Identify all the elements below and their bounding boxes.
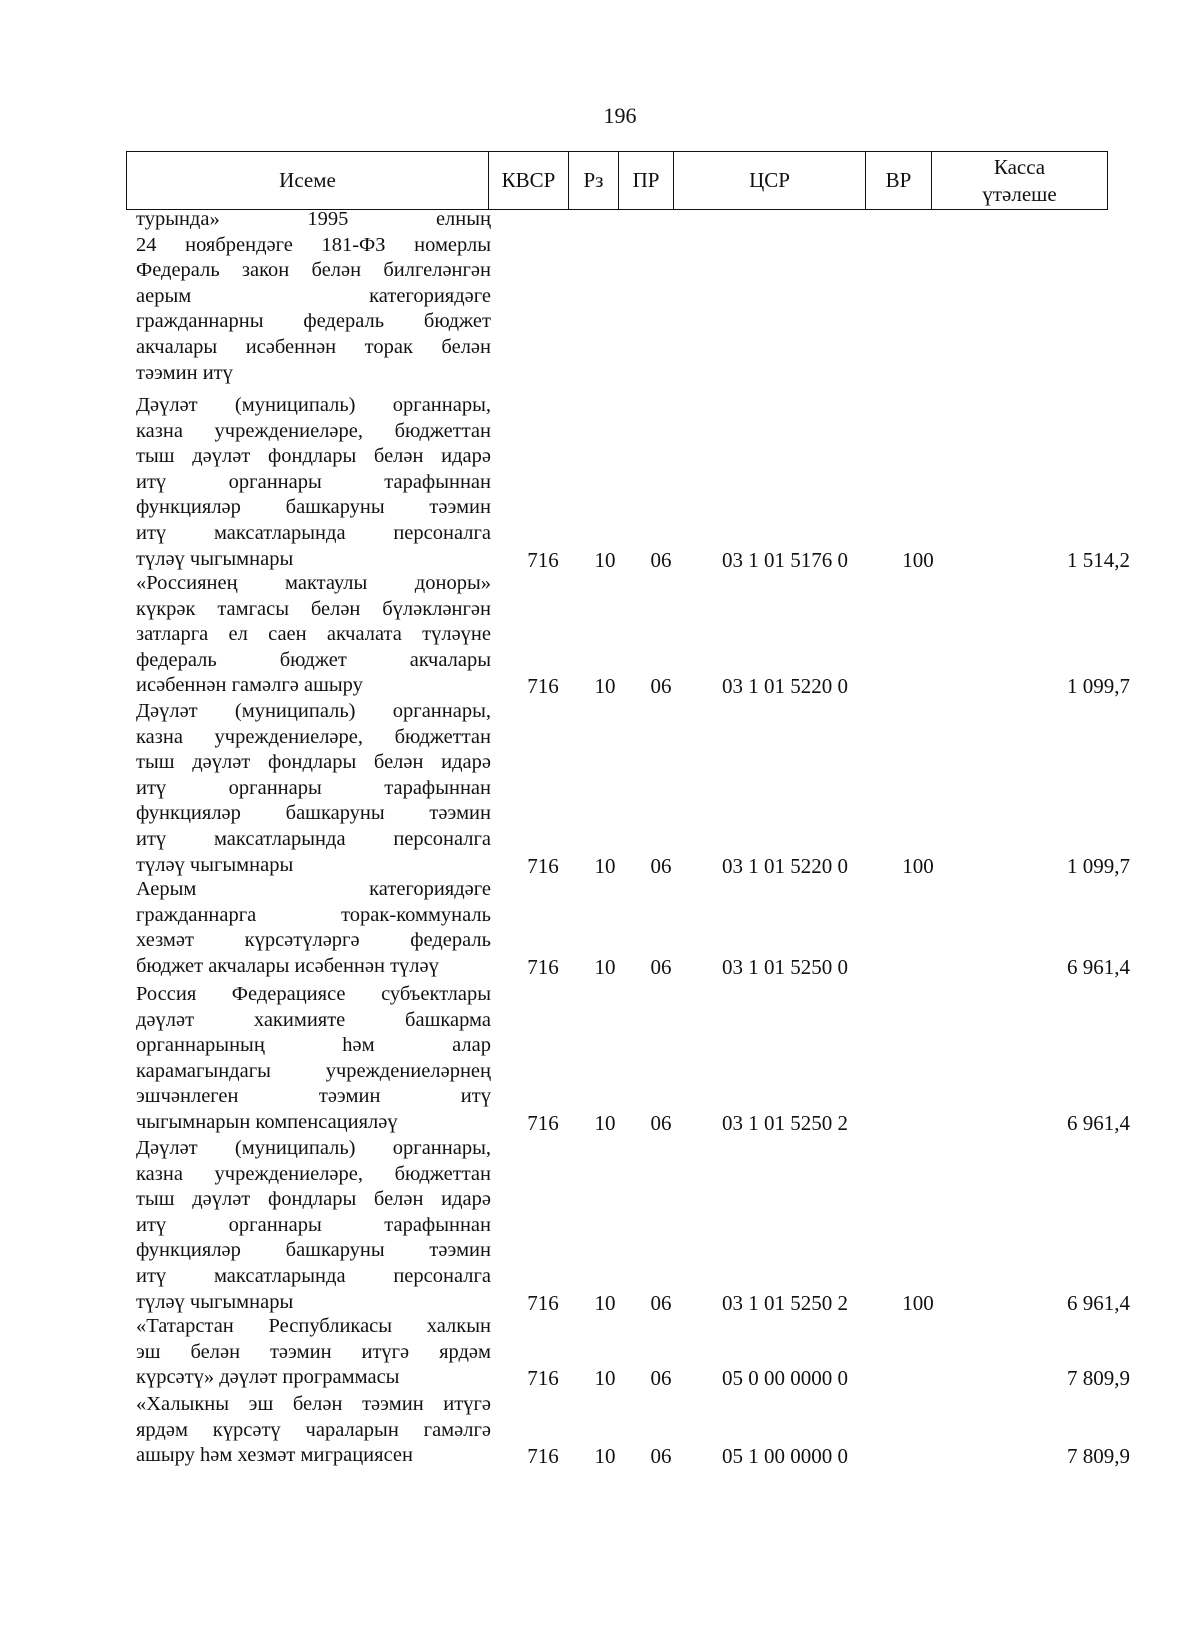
row-rz: 10 [594, 1290, 616, 1315]
row-amount: 1 514,2 [1067, 547, 1130, 572]
column-header-kassa [932, 152, 1108, 210]
row-name-line: итү максатларында персоналга [136, 521, 491, 544]
row-kvsr: 716 [527, 1444, 559, 1469]
row-name [136, 982, 491, 1136]
table-header [126, 151, 1108, 210]
row-name-line: күрсәтү» дәүләт программасы [136, 1366, 400, 1389]
row-name-line: ярдәм күрсәтү чараларын гамәлгә [136, 1418, 491, 1441]
row-name-line: эш белән тәэмин итүгә ярдәм [136, 1340, 491, 1363]
row-name-line: казна учреждениеләре, бюджеттан [136, 419, 491, 442]
row-name-line: итү органнары тарафыннан [136, 1213, 491, 1236]
column-header-pr: ПР [619, 152, 674, 210]
row-name [136, 571, 491, 699]
row-kvsr: 716 [527, 674, 559, 699]
row-name-line: затларга ел саен акчалата түләүне [136, 623, 491, 646]
row-name-line: Дәүләт (муниципаль) органнары, [136, 1137, 491, 1159]
row-csr: 03 1 01 5250 2 [722, 1111, 848, 1135]
row-amount: 6 961,4 [1067, 1111, 1130, 1135]
row-csr: 03 1 01 5250 0 [722, 954, 848, 979]
row-kvsr: 716 [527, 853, 559, 878]
row-csr: 05 0 00 0000 0 [722, 1366, 848, 1391]
row-kvsr: 716 [527, 547, 559, 572]
row-name-line: акчалары исәбеннән торак белән [136, 335, 491, 358]
row-rz: 10 [594, 547, 616, 572]
row-name [136, 1392, 491, 1469]
row-rz: 10 [594, 1366, 616, 1391]
column-header-vr: ВР [866, 152, 932, 210]
row-name-line: итү максатларында персоналга [136, 1264, 491, 1287]
row-amount: 7 809,9 [1067, 1366, 1130, 1391]
row-pr: 06 [650, 954, 672, 979]
row-name [136, 699, 491, 878]
row-name-line: функцияләр башкаруны тәэмин [136, 1239, 491, 1262]
row-name-line: функцияләр башкаруны тәэмин [136, 802, 491, 825]
row-name-line: «Татарстан Республикасы халкын [136, 1315, 491, 1337]
row-name-line: Дәүләт (муниципаль) органнары, [136, 700, 491, 722]
row-rz: 10 [594, 1111, 616, 1135]
row-name-line: карамагындагы учреждениеләрнең [136, 1059, 491, 1082]
row-name-line: итү органнары тарафыннан [136, 776, 491, 799]
row-name-line: казна учреждениеләре, бюджеттан [136, 1162, 491, 1185]
row-name-line: түләү чыгымнары [136, 1290, 294, 1313]
column-header-kassa-line2: үтәлеше [982, 181, 1057, 206]
column-header-kassa-line1: Касса [993, 154, 1046, 179]
row-pr: 06 [650, 853, 672, 878]
row-kvsr: 716 [527, 1366, 559, 1391]
row-name-line: эшчәнлеген тәэмин итү [136, 1085, 491, 1108]
row-name-line: «Россиянең мактаулы доноры» [136, 572, 491, 594]
row-vr: 100 [902, 547, 934, 572]
row-name-line: «Халыкны эш белән тәэмин итүгә [136, 1393, 491, 1415]
row-pr: 06 [650, 1111, 672, 1135]
row-name [136, 1314, 491, 1391]
page-number: 196 [603, 103, 637, 128]
row-name [136, 1136, 491, 1315]
row-name-line: итү максатларында персоналга [136, 827, 491, 850]
row-name-line: күкрәк тамгасы белән бүләкләнгән [136, 597, 491, 620]
row-name-line: чыгымнарын компенсацияләү [136, 1110, 398, 1133]
row-name-line: Федераль закон белән билгеләнгән [136, 259, 491, 282]
row-name-line: казна учреждениеләре, бюджеттан [136, 725, 491, 748]
row-rz: 10 [594, 1444, 616, 1469]
row-name-line: исәбеннән гамәлгә ашыру [136, 674, 363, 697]
row-pr: 06 [650, 547, 672, 572]
row-rz: 10 [594, 853, 616, 878]
row-name-line: түләү чыгымнары [136, 547, 294, 570]
row-kvsr: 716 [527, 954, 559, 979]
column-header-kvsr: КВСР [489, 152, 569, 210]
row-name-line: гражданнарга торак-коммуналь [136, 903, 491, 926]
row-name-line: хезмәт күрсәтүләргә федераль [136, 929, 491, 952]
row-name-line: функцияләр башкаруны тәэмин [136, 496, 491, 519]
row-name [136, 393, 491, 572]
row-csr: 03 1 01 5220 0 [722, 853, 848, 878]
row-name-line: органнарының һәм алар [136, 1034, 491, 1057]
row-name-line: итү органнары тарафыннан [136, 470, 491, 493]
row-name-line: тыш дәүләт фондлары белән идарә [136, 445, 491, 468]
row-vr: 100 [902, 1290, 934, 1315]
row-amount: 1 099,7 [1067, 853, 1130, 878]
row-name [136, 877, 491, 979]
row-name-line: Дәүләт (муниципаль) органнары, [136, 394, 491, 416]
row-name-line: тәэмин итү [136, 361, 233, 384]
row-name-line: федераль бюджет акчалары [136, 648, 491, 671]
row-csr: 03 1 01 5176 0 [722, 547, 848, 572]
row-amount: 6 961,4 [1067, 954, 1130, 979]
row-csr: 05 1 00 0000 0 [722, 1444, 848, 1469]
row-name-line: гражданнарны федераль бюджет [136, 310, 491, 333]
column-header-rz: Рз [569, 152, 619, 210]
row-amount: 6 961,4 [1067, 1290, 1130, 1315]
row-kvsr: 716 [527, 1290, 559, 1315]
row-name-line: турында» 1995 елның [136, 208, 491, 230]
row-csr: 03 1 01 5220 0 [722, 674, 848, 699]
row-amount: 7 809,9 [1067, 1444, 1130, 1469]
row-name-line: ашыру һәм хезмәт миграциясен [136, 1444, 414, 1467]
row-name [136, 207, 491, 386]
row-pr: 06 [650, 1444, 672, 1469]
row-name-line: Аерым категориядәге [136, 878, 491, 900]
row-name-line: тыш дәүләт фондлары белән идарә [136, 1188, 491, 1211]
row-rz: 10 [594, 954, 616, 979]
row-name-line: аерым категориядәге [136, 284, 491, 307]
row-pr: 06 [650, 1366, 672, 1391]
row-name-line: бюджет акчалары исәбеннән түләү [136, 954, 439, 977]
column-header-csr: ЦСР [674, 152, 866, 210]
row-amount: 1 099,7 [1067, 674, 1130, 699]
row-pr: 06 [650, 674, 672, 699]
row-csr: 03 1 01 5250 2 [722, 1290, 848, 1315]
row-name-line: 24 ноябрендәге 181-ФЗ номерлы [136, 233, 491, 256]
row-name-line: түләү чыгымнары [136, 853, 294, 876]
row-name-line: Россия Федерациясе субъектлары [136, 983, 491, 1005]
row-pr: 06 [650, 1290, 672, 1315]
row-name-line: тыш дәүләт фондлары белән идарә [136, 751, 491, 774]
column-header-name: Исеме [127, 152, 489, 210]
row-kvsr: 716 [527, 1111, 559, 1135]
row-rz: 10 [594, 674, 616, 699]
row-vr: 100 [902, 853, 934, 878]
row-name-line: дәүләт хакимияте башкарма [136, 1008, 491, 1031]
